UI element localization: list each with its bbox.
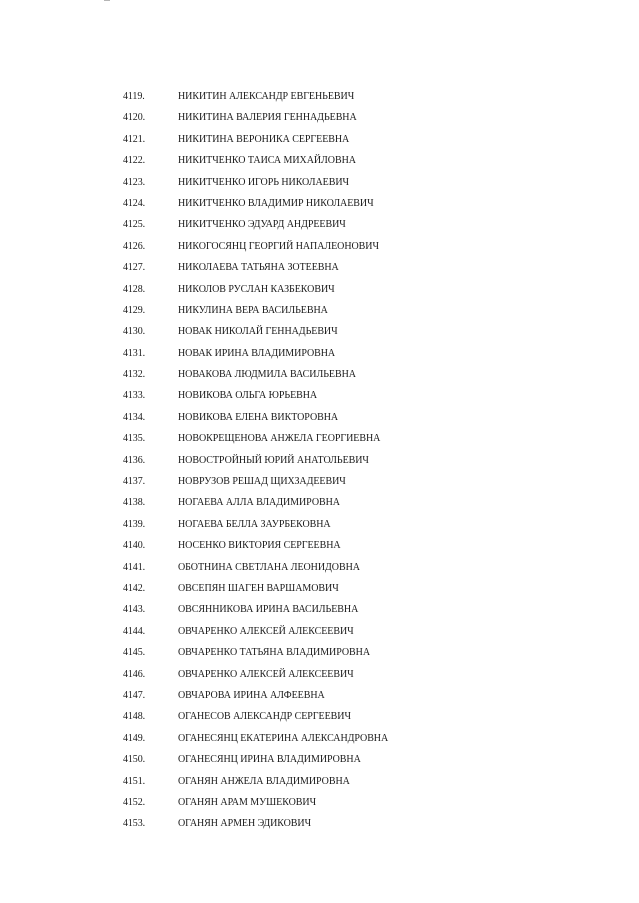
- entry-name: НИКИТЧЕНКО ВЛАДИМИР НИКОЛАЕВИЧ: [178, 197, 374, 209]
- list-item: [0, 407, 639, 428]
- name-list: [0, 86, 639, 835]
- entry-name: НОВАКОВА ЛЮДМИЛА ВАСИЛЬЕВНА: [178, 369, 356, 381]
- list-item: [0, 471, 639, 492]
- entry-name: ОГАНЯН АНЖЕЛА ВЛАДИМИРОВНА: [178, 775, 350, 787]
- entry-number: 4150.: [123, 754, 146, 766]
- entry-name: ОГАНЯН АРМЕН ЭДИКОВИЧ: [178, 818, 312, 830]
- entry-number: 4138.: [123, 497, 146, 509]
- entry-number: 4147.: [123, 689, 146, 701]
- list-item: [0, 664, 639, 685]
- entry-name: НОВОСТРОЙНЫЙ ЮРИЙ АНАТОЛЬЕВИЧ: [178, 454, 369, 466]
- entry-number: 4153.: [123, 818, 146, 830]
- entry-name: НОВОКРЕЩЕНОВА АНЖЕЛА ГЕОРГИЕВНА: [178, 433, 381, 445]
- list-item: [0, 728, 639, 749]
- list-item: [0, 172, 639, 193]
- entry-name: НОВАК НИКОЛАЙ ГЕННАДЬЕВИЧ: [178, 326, 338, 338]
- entry-number: 4121.: [123, 133, 146, 145]
- entry-name: НИКИТЧЕНКО ЭДУАРД АНДРЕЕВИЧ: [178, 219, 346, 231]
- entry-name: ОВЧАРЕНКО АЛЕКСЕЙ АЛЕКСЕЕВИЧ: [178, 625, 354, 637]
- list-item: [0, 150, 639, 171]
- list-item: [0, 492, 639, 513]
- entry-number: 4135.: [123, 433, 146, 445]
- entry-number: 4127.: [123, 262, 146, 274]
- entry-number: 4142.: [123, 582, 146, 594]
- entry-name: НОСЕНКО ВИКТОРИЯ СЕРГЕЕВНА: [178, 540, 341, 552]
- entry-number: 4123.: [123, 176, 146, 188]
- list-item: [0, 535, 639, 556]
- entry-number: 4125.: [123, 219, 146, 231]
- entry-name: НОВАК ИРИНА ВЛАДИМИРОВНА: [178, 347, 336, 359]
- list-item: [0, 107, 639, 128]
- entry-name: НОГАЕВА БЕЛЛА ЗАУРБЕКОВНА: [178, 518, 331, 530]
- entry-name: ОГАНЕСЯНЦ ИРИНА ВЛАДИМИРОВНА: [178, 754, 361, 766]
- list-item: [0, 599, 639, 620]
- entry-name: НИКОЛОВ РУСЛАН КАЗБЕКОВИЧ: [178, 283, 335, 295]
- list-item: [0, 578, 639, 599]
- list-item: [0, 685, 639, 706]
- entry-number: 4132.: [123, 369, 146, 381]
- entry-name: НИКИТЧЕНКО ИГОРЬ НИКОЛАЕВИЧ: [178, 176, 349, 188]
- list-item: [0, 621, 639, 642]
- entry-number: 4144.: [123, 625, 146, 637]
- entry-name: ОВЧАРЕНКО АЛЕКСЕЙ АЛЕКСЕЕВИЧ: [178, 668, 354, 680]
- list-item: [0, 813, 639, 834]
- entry-number: 4122.: [123, 155, 146, 167]
- entry-number: 4149.: [123, 732, 146, 744]
- entry-number: 4131.: [123, 347, 146, 359]
- entry-number: 4134.: [123, 411, 146, 423]
- entry-number: 4146.: [123, 668, 146, 680]
- list-item: [0, 236, 639, 257]
- entry-name: ОВСЕПЯН ШАГЕН ВАРШАМОВИЧ: [178, 582, 339, 594]
- entry-name: НИКИТЧЕНКО ТАИСА МИХАЙЛОВНА: [178, 155, 356, 167]
- entry-name: НОГАЕВА АЛЛА ВЛАДИМИРОВНА: [178, 497, 340, 509]
- entry-name: НОВРУЗОВ РЕШАД ЩИХЗАДЕЕВИЧ: [178, 476, 346, 488]
- entry-number: 4133.: [123, 390, 146, 402]
- list-item: [0, 706, 639, 727]
- entry-number: 4145.: [123, 647, 146, 659]
- entry-number: 4137.: [123, 476, 146, 488]
- entry-name: ОГАНЕСЯНЦ ЕКАТЕРИНА АЛЕКСАНДРОВНА: [178, 732, 389, 744]
- entry-number: 4140.: [123, 540, 146, 552]
- entry-name: НИКИТИНА ВАЛЕРИЯ ГЕННАДЬЕВНА: [178, 112, 357, 124]
- entry-name: ОВЧАРОВА ИРИНА АЛФЕЕВНА: [178, 689, 325, 701]
- entry-name: НИКИТИНА ВЕРОНИКА СЕРГЕЕВНА: [178, 133, 350, 145]
- list-item: [0, 193, 639, 214]
- entry-number: 4139.: [123, 518, 146, 530]
- entry-number: 4124.: [123, 197, 146, 209]
- list-item: [0, 557, 639, 578]
- list-item: [0, 343, 639, 364]
- entry-name: ОВСЯННИКОВА ИРИНА ВАСИЛЬЕВНА: [178, 604, 359, 616]
- list-item: [0, 642, 639, 663]
- entry-name: НОВИКОВА ЕЛЕНА ВИКТОРОВНА: [178, 411, 339, 423]
- list-item: [0, 86, 639, 107]
- entry-name: НИКОГОСЯНЦ ГЕОРГИЙ НАПАЛЕОНОВИЧ: [178, 240, 379, 252]
- list-item: [0, 385, 639, 406]
- entry-number: 4136.: [123, 454, 146, 466]
- entry-name: ОВЧАРЕНКО ТАТЬЯНА ВЛАДИМИРОВНА: [178, 647, 371, 659]
- list-item: [0, 279, 639, 300]
- scan-mark: [104, 0, 110, 1]
- entry-name: НИКОЛАЕВА ТАТЬЯНА ЗОТЕЕВНА: [178, 262, 339, 274]
- entry-number: 4126.: [123, 240, 146, 252]
- list-item: [0, 450, 639, 471]
- entry-name: ОГАНЕСОВ АЛЕКСАНДР СЕРГЕЕВИЧ: [178, 711, 351, 723]
- list-item: [0, 771, 639, 792]
- entry-number: 4152.: [123, 796, 146, 808]
- entry-name: ОГАНЯН АРАМ МУШЕКОВИЧ: [178, 796, 317, 808]
- list-item: [0, 321, 639, 342]
- list-item: [0, 749, 639, 770]
- entry-number: 4143.: [123, 604, 146, 616]
- entry-number: 4129.: [123, 304, 146, 316]
- entry-number: 4148.: [123, 711, 146, 723]
- entry-number: 4130.: [123, 326, 146, 338]
- entry-name: НИКИТИН АЛЕКСАНДР ЕВГЕНЬЕВИЧ: [178, 91, 355, 102]
- list-item: [0, 300, 639, 321]
- entry-name: НИКУЛИНА ВЕРА ВАСИЛЬЕВНА: [178, 304, 328, 316]
- entry-name: ОБОТНИНА СВЕТЛАНА ЛЕОНИДОВНА: [178, 561, 360, 573]
- entry-number: 4128.: [123, 283, 146, 295]
- list-item: [0, 257, 639, 278]
- list-item: [0, 514, 639, 535]
- entry-number: 4120.: [123, 112, 146, 124]
- list-item: [0, 129, 639, 150]
- list-item: [0, 364, 639, 385]
- entry-number: 4141.: [123, 561, 146, 573]
- list-item: [0, 214, 639, 235]
- entry-number: 4151.: [123, 775, 146, 787]
- entry-number: 4119.: [123, 91, 145, 102]
- list-item: [0, 428, 639, 449]
- list-item: [0, 792, 639, 813]
- entry-name: НОВИКОВА ОЛЬГА ЮРЬЕВНА: [178, 390, 318, 402]
